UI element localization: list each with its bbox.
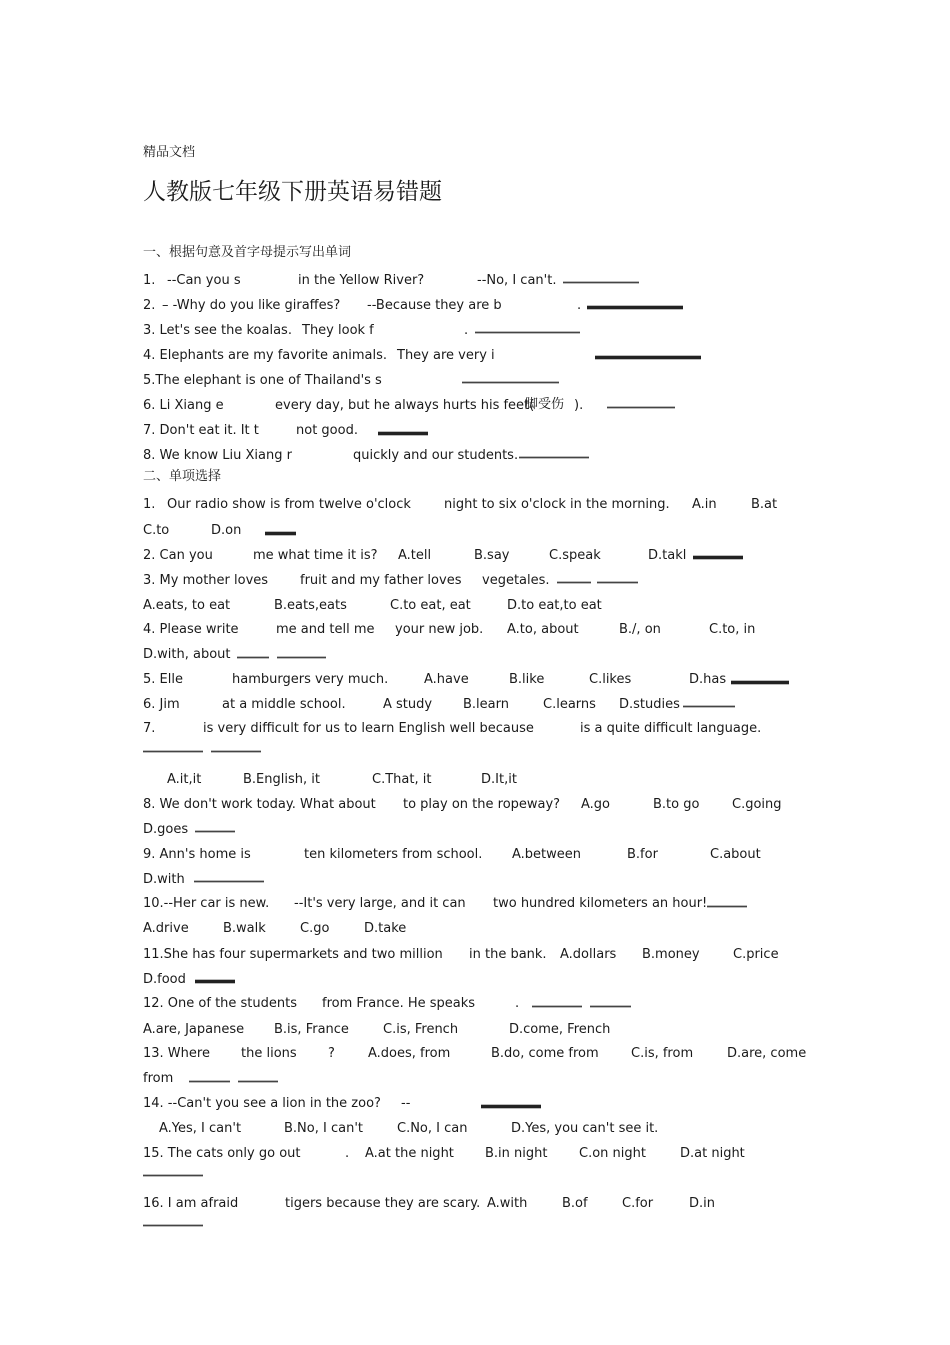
s2-q8-optD: D.goes [143, 822, 189, 837]
s2-q1-optB: B.at [751, 497, 778, 512]
s2-q6-optB: B.learn [463, 697, 509, 712]
s2-q7-optD: D.It,it [481, 772, 517, 787]
s2-q13-optD: D.are, come [727, 1046, 807, 1061]
s2-q15-b: . [345, 1146, 350, 1161]
s2-q2-optA: A.tell [398, 548, 432, 563]
s1-q1-b: in the Yellow River? [298, 273, 425, 288]
s2-q2-optD: D.takl [648, 548, 687, 563]
s2-q15-optC: C.on night [579, 1146, 646, 1161]
s1-q8-b: quickly and our students. [353, 448, 519, 463]
answer-blank[interactable] [557, 581, 591, 584]
s1-q2-c: . [577, 298, 582, 313]
s2-q1-num: 1. [143, 497, 156, 512]
s2-q6-optC: C.learns [543, 697, 596, 712]
s2-q16-b: tigers because they are scary. [285, 1196, 481, 1211]
s2-q12-optA: A.are, Japanese [143, 1022, 245, 1037]
s2-q11-b: in the bank. [469, 947, 547, 962]
answer-blank[interactable] [595, 355, 701, 360]
s1-q1-num: 1. [143, 273, 156, 288]
s1-q4-a: 4. Elephants are my favorite animals. [143, 348, 388, 363]
s2-q3-optA: A.eats, to eat [143, 598, 231, 613]
s2-q10-b: --It's very large, and it can [294, 896, 466, 911]
s2-q16-optB: B.of [562, 1196, 588, 1211]
answer-blank[interactable] [277, 656, 326, 659]
s2-q11-optB: B.money [642, 947, 700, 962]
s2-q6-optD: D.studies [619, 697, 680, 712]
s2-q4-a: 4. Please write [143, 622, 239, 637]
s2-q12-optB: B.is, France [274, 1022, 349, 1037]
s2-q12-a: 12. One of the students [143, 996, 298, 1011]
s2-q2-b: me what time it is? [253, 548, 378, 563]
s2-q14-optA: A.Yes, I can't [159, 1121, 242, 1136]
s2-q3-optB: B.eats,eats [274, 598, 347, 613]
s2-q11-optC: C.price [733, 947, 779, 962]
answer-blank[interactable] [143, 1174, 203, 1177]
answer-blank[interactable] [532, 1005, 582, 1008]
answer-blank[interactable] [194, 880, 264, 883]
s2-q1-b: night to six o'clock in the morning. [444, 497, 670, 512]
s2-q5-optC: C.likes [589, 672, 632, 687]
s1-q1-c: --No, I can't. [477, 273, 557, 288]
s2-q2-a: 2. Can you [143, 548, 213, 563]
s2-q8-a: 8. We don't work today. What about [143, 797, 376, 812]
answer-blank[interactable] [683, 705, 735, 708]
answer-blank[interactable] [462, 381, 559, 384]
s1-q6-d: ). [574, 398, 584, 413]
s2-q2-optC: C.speak [549, 548, 601, 563]
s2-q4-b: me and tell me [276, 622, 375, 637]
answer-blank[interactable] [475, 331, 580, 334]
s2-q5-b: hamburgers very much. [232, 672, 389, 687]
s2-q8-optA: A.go [581, 797, 611, 812]
s2-q7-optB: B.English, it [243, 772, 320, 787]
section1-heading: 一、根据句意及首字母提示写出单词 [143, 245, 352, 260]
s2-q3-c: vegetales. [482, 573, 550, 588]
answer-blank[interactable] [211, 750, 261, 753]
s1-q8-a: 8. We know Liu Xiang r [143, 448, 292, 463]
s1-q6-a: 6. Li Xiang e [143, 398, 224, 413]
section2-heading: 二、单项选择 [143, 469, 222, 484]
s1-q4-b: They are very i [397, 348, 495, 363]
s2-q4-c: your new job. [395, 622, 484, 637]
s2-q7-num: 7. [143, 721, 156, 736]
s2-q12-optC: C.is, French [383, 1022, 459, 1037]
s2-q5-optB: B.like [509, 672, 545, 687]
s2-q9-optD: D.with [143, 872, 185, 887]
s2-q16-optC: C.for [622, 1196, 654, 1211]
s2-q11-optA: A.dollars [560, 947, 617, 962]
s2-q10-optB: B.walk [223, 921, 266, 936]
s2-q15-a: 15. The cats only go out [143, 1146, 301, 1161]
s2-q4-optB: B./, on [619, 622, 661, 637]
answer-blank[interactable] [238, 1080, 278, 1083]
s2-q4-optA: A.to, about [507, 622, 579, 637]
s2-q7-b: is a quite difficult language. [580, 721, 762, 736]
s2-q9-optC: C.about [710, 847, 761, 862]
s2-q1-a: Our radio show is from twelve o'clock [167, 497, 411, 512]
answer-blank[interactable] [481, 1104, 541, 1109]
s2-q10-optC: C.go [300, 921, 330, 936]
s2-q16-optA: A.with [487, 1196, 528, 1211]
s2-q13-c: ? [328, 1046, 335, 1061]
s1-q2-num: 2. [143, 298, 156, 313]
s1-q6-b: every day, but he always hurts his feet( [275, 398, 535, 413]
s2-q9-b: ten kilometers from school. [304, 847, 483, 862]
s1-q1-a: --Can you s [167, 273, 241, 288]
s2-q14-optC: C.No, I can [397, 1121, 468, 1136]
s2-q3-optD: D.to eat,to eat [507, 598, 602, 613]
answer-blank[interactable] [143, 750, 203, 753]
s2-q5-a: 5. Elle [143, 672, 183, 687]
s2-q9-optA: A.between [512, 847, 582, 862]
answer-blank[interactable] [607, 406, 675, 409]
s1-q3-c: . [464, 323, 469, 338]
s2-q2-optB: B.say [474, 548, 510, 563]
s2-q8-b: to play on the ropeway? [403, 797, 561, 812]
s2-q13-b: the lions [241, 1046, 297, 1061]
s2-q7-optC: C.That, it [372, 772, 432, 787]
s2-q15-optD: D.at night [680, 1146, 745, 1161]
s2-q4-optC: C.to, in [709, 622, 756, 637]
s2-q14-a: 14. --Can't you see a lion in the zoo? [143, 1096, 381, 1111]
s1-q7-b: not good. [296, 423, 358, 438]
s2-q11-a: 11.She has four supermarkets and two million [143, 947, 443, 962]
answer-blank[interactable] [519, 456, 589, 459]
s2-q3-optC: C.to eat, eat [390, 598, 471, 613]
s1-q2-a: – -Why do you like giraffes? [162, 298, 341, 313]
answer-blank[interactable] [195, 979, 235, 984]
s2-q13-optD-cont: from [143, 1071, 174, 1086]
s2-q7-a: is very difficult for us to learn English well because [203, 721, 534, 736]
s2-q12-optD: D.come, French [509, 1022, 611, 1037]
s2-q14-optB: B.No, I can't [284, 1121, 363, 1136]
s2-q15-optA: A.at the night [365, 1146, 454, 1161]
s2-q10-c: two hundred kilometers an hour! [493, 896, 708, 911]
s2-q6-a: 6. Jim [143, 697, 180, 712]
answer-blank[interactable] [587, 305, 683, 310]
s2-q5-optA: A.have [424, 672, 469, 687]
s2-q8-optB: B.to go [653, 797, 700, 812]
answer-blank[interactable] [237, 656, 269, 659]
s2-q9-a: 9. Ann's home is [143, 847, 251, 862]
s2-q14-b: -- [401, 1096, 411, 1111]
answer-blank[interactable] [731, 680, 789, 685]
s2-q16-a: 16. I am afraid [143, 1196, 239, 1211]
s2-q1-optC: C.to [143, 523, 170, 538]
s2-q12-b: from France. He speaks [322, 996, 476, 1011]
s2-q12-c: . [515, 996, 520, 1011]
answer-blank[interactable] [563, 281, 639, 284]
s2-q5-optD: D.has [689, 672, 727, 687]
s2-q9-optB: B.for [627, 847, 658, 862]
s2-q4-optD: D.with, about [143, 647, 231, 662]
s2-q15-optB: B.in night [485, 1146, 548, 1161]
s1-q2-b: --Because they are b [367, 298, 502, 313]
s2-q7-optA: A.it,it [167, 772, 202, 787]
s2-q3-a: 3. My mother loves [143, 573, 269, 588]
s2-q10-optA: A.drive [143, 921, 189, 936]
s2-q6-b: at a middle school. [222, 697, 346, 712]
s1-q5-a: 5.The elephant is one of Thailand's s [143, 373, 382, 388]
answer-blank[interactable] [693, 555, 743, 560]
answer-blank[interactable] [189, 1080, 230, 1083]
s2-q10-a: 10.--Her car is new. [143, 896, 270, 911]
page-header: 精品文档 [143, 145, 196, 160]
s2-q1-optA: A.in [692, 497, 717, 512]
s2-q13-optC: C.is, from [631, 1046, 694, 1061]
s2-q10-optD: D.take [364, 921, 407, 936]
s2-q11-optD: D.food [143, 972, 186, 987]
s1-q6-c: 脚受伤 [525, 397, 565, 412]
s1-q3-a: 3. Let's see the koalas. [143, 323, 292, 338]
answer-blank[interactable] [597, 581, 638, 584]
answer-blank[interactable] [707, 905, 747, 908]
s2-q1-optD: D.on [211, 523, 242, 538]
answer-blank[interactable] [590, 1005, 631, 1008]
answer-blank[interactable] [195, 830, 235, 833]
s2-q8-optC: C.going [732, 797, 782, 812]
s2-q16-optD: D.in [689, 1196, 715, 1211]
s2-q13-optA: A.does, from [368, 1046, 451, 1061]
s2-q13-a: 13. Where [143, 1046, 210, 1061]
s2-q14-optD: D.Yes, you can't see it. [511, 1121, 659, 1136]
s1-q3-b: They look f [302, 323, 374, 338]
s1-q7-a: 7. Don't eat it. It t [143, 423, 259, 438]
s2-q6-optA: A study [383, 697, 433, 712]
s2-q3-b: fruit and my father loves [300, 573, 462, 588]
s2-q13-optB: B.do, come from [491, 1046, 599, 1061]
answer-blank[interactable] [378, 431, 428, 436]
answer-blank[interactable] [265, 531, 296, 536]
answer-blank[interactable] [143, 1224, 203, 1227]
document-title: 人教版七年级下册英语易错题 [143, 179, 442, 205]
